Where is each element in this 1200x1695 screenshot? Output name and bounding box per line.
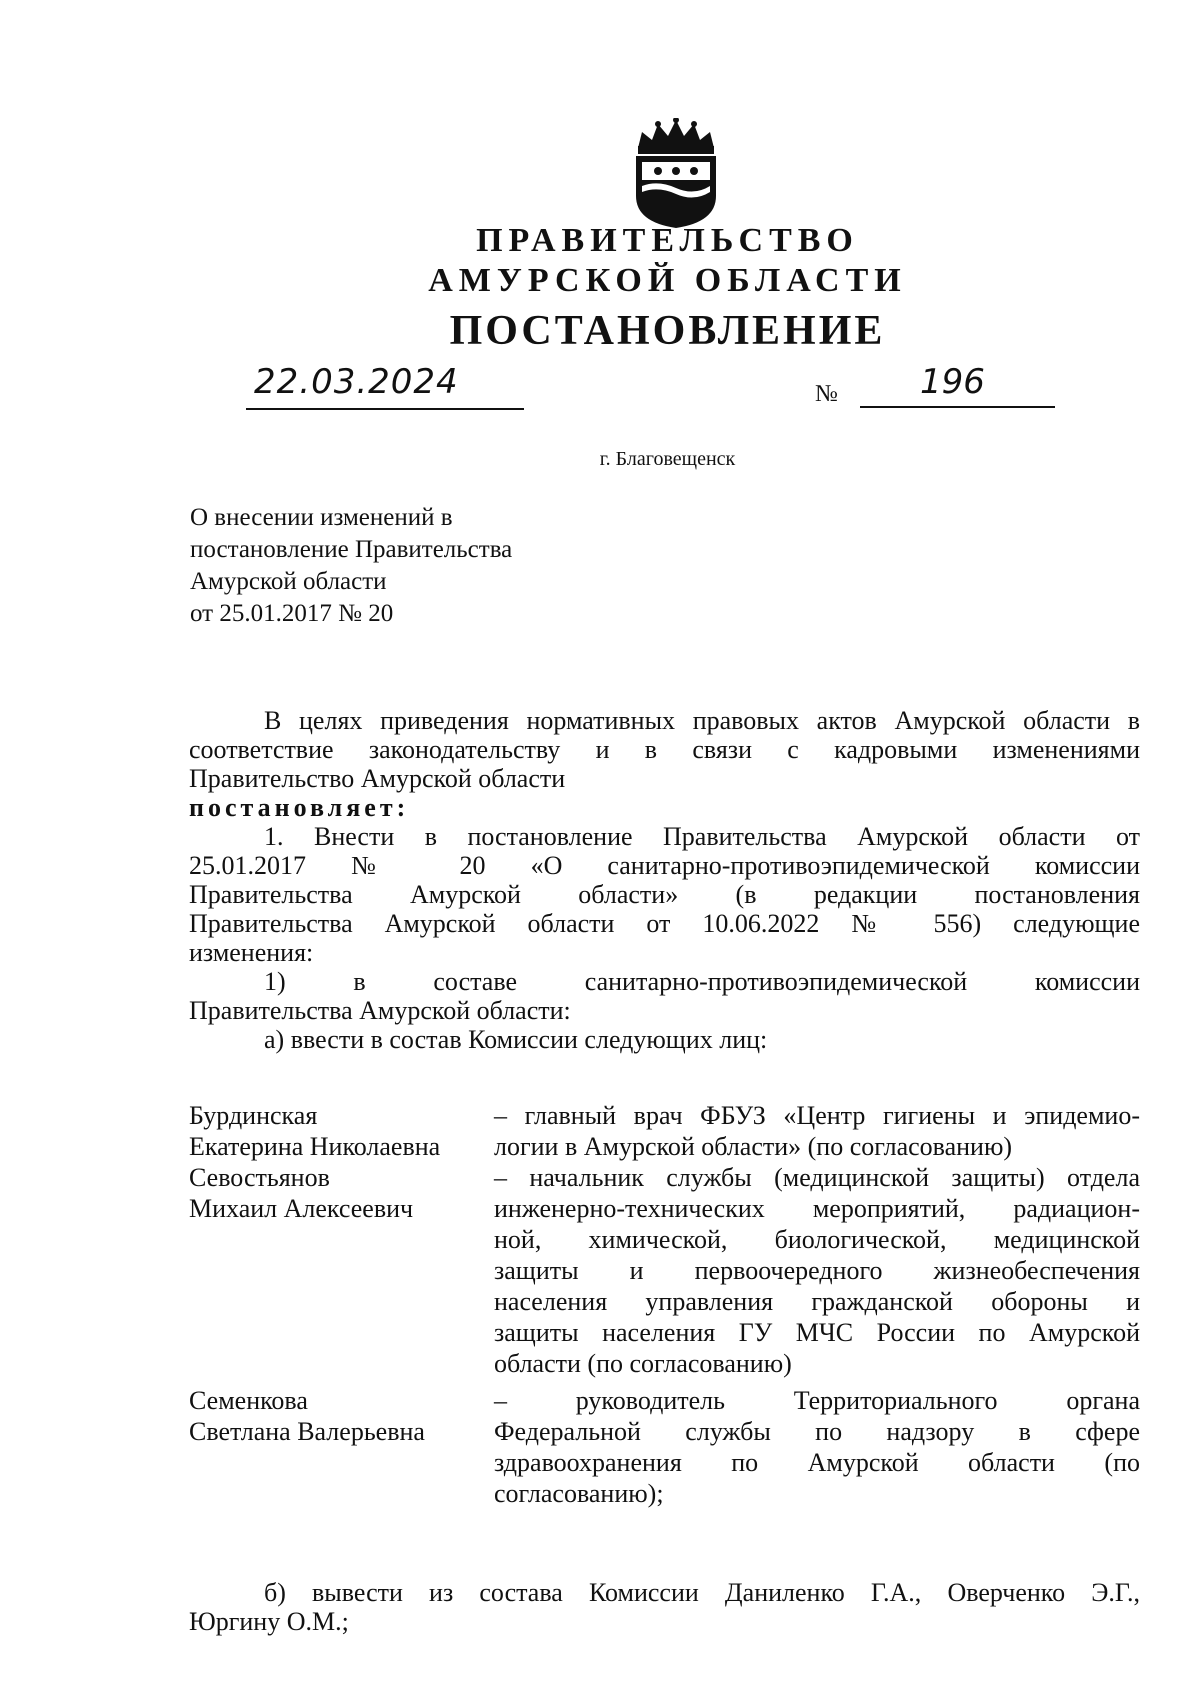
document-subject [190, 502, 512, 630]
position-line: – руководитель Территориального органа [494, 1386, 1140, 1415]
body-line: Правительства Амурской области от 10.06.2022 № 556) следующие [189, 909, 1140, 938]
member-entry [189, 1100, 1140, 1162]
position-line: области (по согласованию) [494, 1349, 792, 1378]
position-line: здравоохранения по Амурской области (по [494, 1448, 1140, 1477]
position-line: Федеральной службы по надзору в сфере [494, 1417, 1140, 1446]
body-line: Правительства Амурской области: [189, 996, 571, 1025]
position-line: – главный врач ФБУЗ «Центр гигиены и эпидемио- [494, 1101, 1140, 1130]
member-position [494, 1162, 1140, 1379]
position-line: защиты населения ГУ МЧС России по Амурской [494, 1318, 1140, 1347]
position-line: инженерно-технических мероприятий, радиацион- [494, 1194, 1140, 1223]
subject-line: постановление Правительства [190, 536, 513, 563]
body-line: а) ввести в состав Комиссии следующих лиц: [264, 1025, 768, 1054]
position-line: согласованию); [494, 1479, 664, 1508]
member-surname: Севостьянов [189, 1163, 330, 1192]
position-line: населения управления гражданской обороны и [494, 1287, 1140, 1316]
member-name [189, 1100, 494, 1162]
subject-line: О внесении изменений в [190, 504, 453, 531]
document-body [189, 706, 1140, 1054]
position-line: – начальник службы (медицинской защиты) отдела [494, 1163, 1140, 1192]
member-surname: Бурдинская [189, 1101, 318, 1130]
member-given-names: Екатерина Николаевна [189, 1132, 441, 1161]
body-line: Правительство Амурской области [189, 764, 566, 793]
member-position [494, 1385, 1140, 1509]
member-surname: Семенкова [189, 1386, 308, 1415]
handwritten-number: 196 [860, 360, 1055, 408]
member-name [189, 1162, 494, 1379]
member-position [494, 1100, 1140, 1162]
subject-line: от 25.01.2017 № 20 [190, 600, 394, 627]
body-line: Юргину О.М.; [189, 1607, 349, 1636]
position-line: логии в Амурской области» (по согласованию) [494, 1132, 1013, 1161]
position-line: ной, химической, биологической, медицинской [494, 1225, 1140, 1254]
member-name [189, 1385, 494, 1509]
organization-name-line1: ПРАВИТЕЛЬСТВО [476, 222, 859, 259]
body-line: Правительства Амурской области» (в редакции постановления [189, 880, 1140, 909]
organization-name-line2: АМУРСКОЙ ОБЛАСТИ [428, 262, 907, 299]
member-entry [189, 1385, 1140, 1509]
body-line: 1) в составе санитарно-противоэпидемической комиссии [264, 967, 1140, 996]
body-line: б) вывести из состава Комиссии Даниленко Г.А., Оверченко Э.Г., [264, 1578, 1140, 1607]
handwritten-date: 22.03.2024 [246, 360, 524, 410]
body-line: соответствие законодательству и в связи с кадровыми изменениями [189, 735, 1140, 764]
body-line: В целях приведения нормативных правовых актов Амурской области в [264, 706, 1140, 735]
document-type-title: ПОСТАНОВЛЕНИЕ [449, 308, 886, 354]
decree-word: постановляет: [189, 793, 410, 822]
members-list [189, 1100, 1140, 1509]
number-label: № [815, 381, 838, 407]
body-line: 25.01.2017 № 20 «О санитарно-противоэпидемической комиссии [189, 851, 1140, 880]
body-line: 1. Внести в постановление Правительства Амурской области от [264, 822, 1140, 851]
position-line: защиты и первоочередного жизнеобеспечения [494, 1256, 1140, 1285]
member-entry [189, 1162, 1140, 1379]
city-name: г. Благовещенск [599, 448, 736, 470]
coat-of-arms-icon [628, 118, 724, 230]
member-given-names: Михаил Алексеевич [189, 1194, 414, 1223]
subject-line: Амурской области [190, 568, 387, 595]
document-body-end [189, 1578, 1140, 1636]
body-line: изменения: [189, 938, 314, 967]
member-given-names: Светлана Валерьевна [189, 1417, 425, 1446]
